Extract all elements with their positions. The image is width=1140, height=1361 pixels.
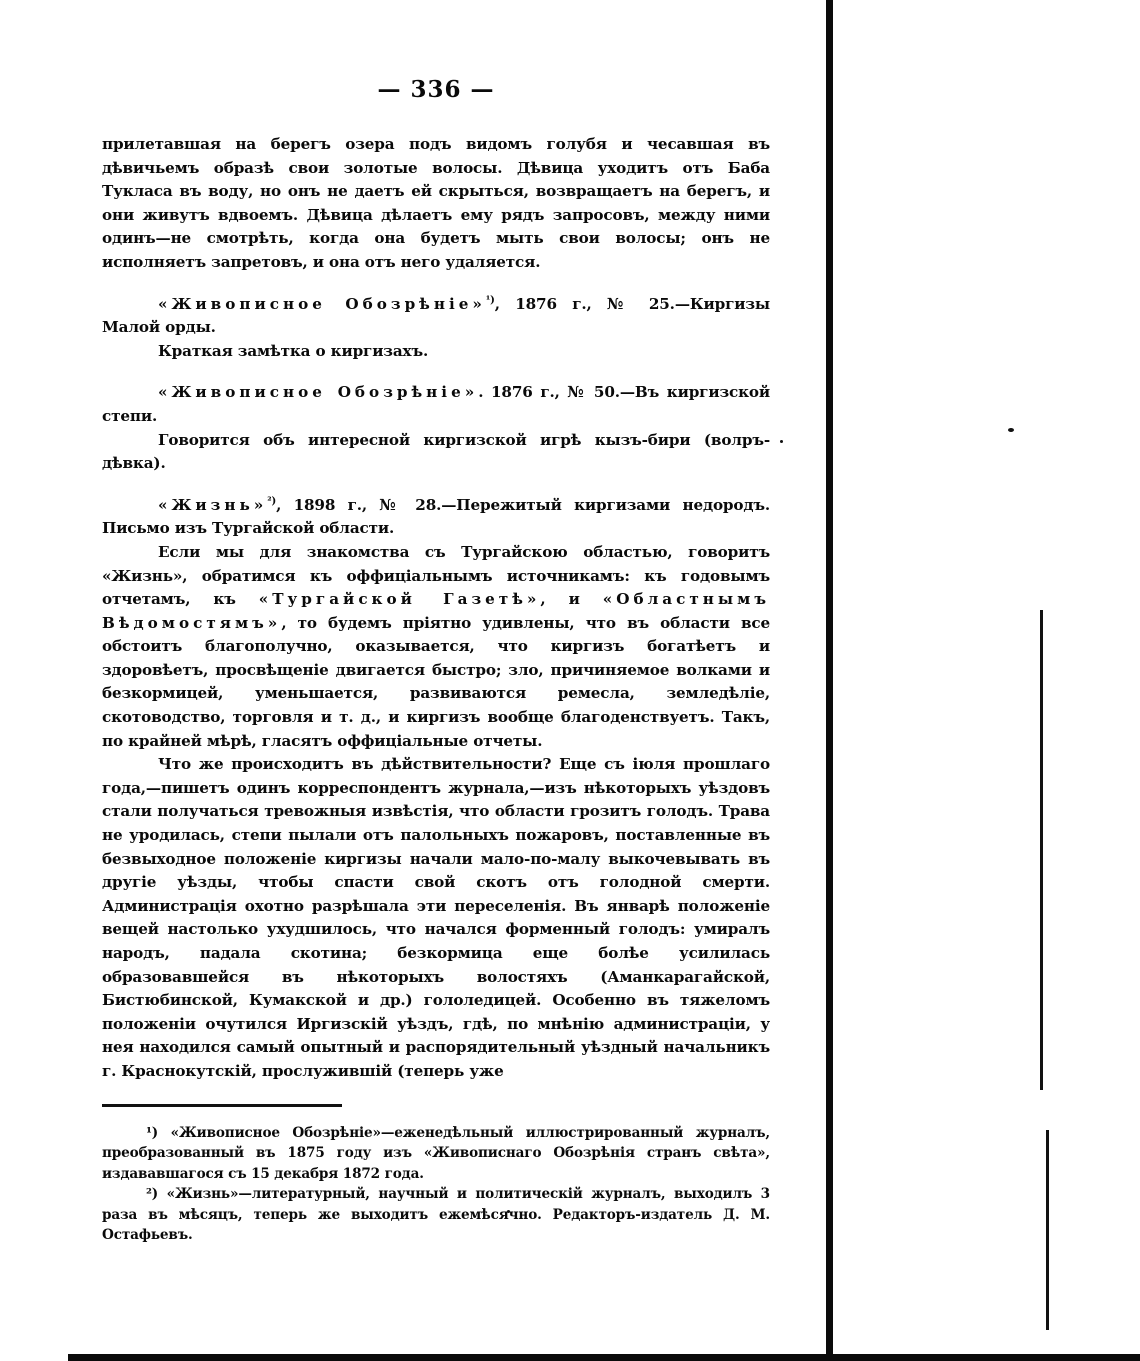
entry-details: . 1876 г., № 50.—Въ киргизской степи. <box>102 383 770 425</box>
footnote-divider <box>102 1104 342 1107</box>
entry-details: , 1876 г., № 25.—Киргизы Малой орды. <box>102 294 770 337</box>
newspaper-title: «Тургайской Газетѣ» <box>258 590 541 609</box>
scan-edge-fragment <box>1040 610 1043 1090</box>
scan-bottom-border <box>68 1354 1140 1361</box>
page-number: — 336 — <box>377 76 495 103</box>
entry-note: Краткая замѣтка о киргизахъ. <box>158 341 429 360</box>
text-run: Если мы для знакомства съ Тургайскою областью, говоритъ «Жизнь», обратимся къ оффиціальнымъ источникамъ: къ годовымъ отчетамъ, къ <box>102 542 770 609</box>
scan-speck <box>1008 428 1014 432</box>
footnote-text: «Жизнь»—литературный, научный и политическій журналъ, выходилъ 3 раза въ мѣсяцъ, теперь же выходитъ ежемѣсячно. Редакторъ-издатель Д. М. Остафьевъ. <box>102 1186 770 1244</box>
text-run: , и <box>540 590 603 609</box>
entry-details: , 1898 г., № 28.—Пережитый киргизами недородъ. Письмо изъ Тургайской области. <box>102 495 770 538</box>
bibliography-entry <box>102 381 770 428</box>
scan-right-border <box>826 0 833 1361</box>
footnote-mark: ²) <box>146 1186 159 1203</box>
body-paragraph <box>102 541 770 753</box>
entry-note: Говорится объ интересной киргизской игрѣ кызъ-бири (волръ-дѣвка). <box>102 430 770 473</box>
newspaper-title: «Областнымъ Вѣдомостямъ» <box>102 590 770 632</box>
body-paragraph: Что же происходитъ въ дѣйствительности? Еще съ іюля прошлаго года,—пишетъ одинъ корреспондентъ журнала,—изъ нѣкоторыхъ уѣздовъ стали получаться тревожныя извѣстія, что области грозитъ голодъ. Трава не уродилась, степи пылали отъ палольныхъ пожаровъ, поставленные въ безвыходное положеніе киргизы начали мало-по-малу выкочевывать въ другіе уѣзды, чтобы спасти свой скотъ отъ голодной смерти. Администрація охотно разрѣшала эти переселенія. Въ январѣ положеніе вещей настолько ухудшилось, что начался форменный голодъ: умиралъ народъ, падала скотина; безкормица еще болѣе усилилась образовавшейся въ нѣкоторыхъ волостяхъ (Аманкарагайской, Бистюбинской, Кумакской и др.) гололедицей. Особенно въ тяжеломъ положеніи очутился Иргизскій уѣздъ, гдѣ, по мнѣнію администраціи, у нея находился самый опытный и распорядительный уѣздный начальникъ г. Краснокутскій, прослужившій (теперь уже <box>102 755 770 1080</box>
scan-speck <box>780 440 783 443</box>
footnote-ref: ¹) <box>485 294 495 306</box>
source-title: «Живописное Обозрѣніе» <box>158 383 479 402</box>
bibliography-entry <box>102 293 770 340</box>
source-title: «Жизнь» <box>158 495 268 514</box>
bibliography-entry <box>102 494 770 541</box>
footnote-2 <box>102 1184 770 1246</box>
footnote-1 <box>102 1123 770 1185</box>
footnote-ref: ²) <box>267 495 277 507</box>
footnote-text: «Живописное Обозрѣніе»—еженедѣльный иллюстрированный журналъ, преобразованный въ 1875 году изъ «Живописнаго Обозрѣнія странъ свѣта», издававшагося съ 15 декабря 1872 года. <box>102 1124 770 1182</box>
source-title: «Живописное Обозрѣніе» <box>158 294 486 313</box>
text-run: , то будемъ пріятно удивлены, что въ области все обстоитъ благополучно, оказывается, что киргизъ богатѣетъ и здоровѣетъ, просвѣщеніе двигается быстро; зло, причиняемое волками и безкормицей, уменьшается, развиваются ремесла, земледѣліе, скотоводство, торговля и т. д., и киргизъ вообще благоденствуетъ. Такъ, по крайней мѣрѣ, гласятъ оффиціальные отчеты. <box>102 613 770 750</box>
page-body <box>102 76 770 1246</box>
paragraph-continuation: прилетавшая на берегъ озера подъ видомъ голубя и чесавшая въ дѣвичьемъ образѣ свои золотые волосы. Дѣвица уходитъ отъ Баба Тукласа въ воду, но онъ не даетъ ей скрыться, возвращаетъ на берегъ, и они живутъ вдвоемъ. Дѣвица дѣлаетъ ему рядъ запросовъ, между ними одинъ—не смотрѣть, когда она будетъ мыть свои волосы; онъ не исполняетъ запретовъ, и она отъ него удаляется. <box>102 135 770 271</box>
footnote-mark: ¹) <box>146 1124 159 1141</box>
scan-edge-fragment <box>1046 1130 1049 1330</box>
